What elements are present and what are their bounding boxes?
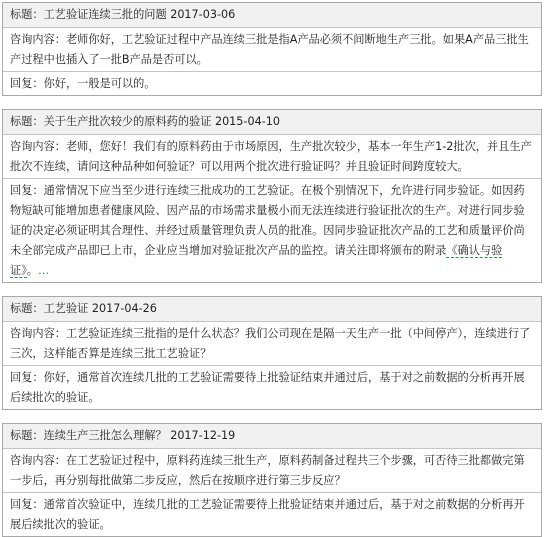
entry-title: 工艺验证 2017-04-26 — [43, 302, 157, 315]
entry-question-row — [3, 448, 541, 492]
answer-label: 回复： — [10, 498, 44, 511]
appendix-link[interactable]: 《确认与验证》 — [10, 244, 503, 277]
entry-answer: 通常首次验证中，连续几批的工艺验证需要待上批验证结束并通过后，基于对之前数据的分析再开展后续批次的验证。 — [10, 498, 525, 531]
qa-entry — [2, 296, 542, 410]
qa-list — [2, 2, 542, 537]
entry-answer: 你好，一般是可以的。 — [43, 77, 156, 90]
entry-title: 工艺验证连续三批的问题 2017-03-06 — [43, 8, 236, 21]
title-label: 标题： — [10, 115, 44, 128]
qa-entry — [2, 423, 542, 537]
entry-answer-row — [3, 365, 541, 409]
title-label: 标题： — [10, 429, 44, 442]
entry-question-row — [3, 134, 541, 178]
entry-title: 连续生产三批怎么理解？ 2017-12-19 — [43, 429, 236, 442]
entry-question: 老师，您好！我们有的原料药由于市场原因，生产批次较少，基本一年生产1-2批次，并且生产批次不连续，请问这种品种如何验证？可以用两个批次进行验证吗？并且验证时间跨度较大。 — [10, 140, 532, 173]
question-label: 咨询内容： — [10, 33, 66, 46]
title-label: 标题： — [10, 302, 44, 315]
entry-question-row — [3, 27, 541, 71]
question-label: 咨询内容： — [10, 140, 66, 153]
entry-question: 工艺验证连续三批指的是什么状态？我们公司现在是隔一天生产一批（中间停产），连续进行了三次，这样能否算是连续三批工艺验证？ — [10, 327, 531, 360]
entry-title-row — [3, 424, 541, 448]
question-label: 咨询内容： — [10, 327, 66, 340]
qa-entry — [2, 109, 542, 283]
qa-entry — [2, 2, 542, 96]
entry-answer: 通常情况下应当至少进行连续三批成功的工艺验证。在极个别情况下，允许进行同步验证。如因药物短缺可能增加患者健康风险、因产品的市场需求量极小而无法连续进行验证批次的生产。对进行同步验证的决定必须证明其合理性、并经过质量管理负责人员的批准。因同步验证批次产品的工艺和质量评价尚未全部完成产品即已上市，企业应当增加对验证批次产品的监控。请关注即将颁布的附录 — [10, 184, 525, 257]
entry-question: 老师你好，工艺验证过程中产品连续三批是指A产品必须不间断地生产三批。如果A产品三批生产过程中也插入了一批B产品是否可以。 — [10, 33, 529, 66]
entry-answer-row — [3, 492, 541, 536]
answer-label: 回复： — [10, 371, 44, 384]
question-label: 咨询内容： — [10, 454, 66, 467]
entry-title-row — [3, 110, 541, 134]
entry-title-row — [3, 3, 541, 27]
entry-title-row — [3, 297, 541, 321]
entry-answer-end: 。 — [26, 264, 38, 277]
entry-question: 在工艺验证过程中，原料药连续三批生产，原料药制备过程共三个步骤，可否待三批都做完第一步后，再分别每批做第二步反应，然后在按顺序进行第三步反应？ — [10, 454, 525, 487]
entry-answer-row — [3, 71, 541, 95]
entry-question-row — [3, 321, 541, 365]
ellipsis-marker: … — [37, 264, 49, 277]
entry-title: 关于生产批次较少的原料药的验证 2015-04-10 — [43, 115, 280, 128]
answer-label: 回复： — [10, 77, 44, 90]
answer-label: 回复： — [10, 184, 44, 197]
entry-answer: 你好，通常首次连续几批的工艺验证需要待上批验证结束并通过后，基于对之前数据的分析再开展后续批次的验证。 — [10, 371, 525, 404]
entry-answer-row — [3, 178, 541, 282]
title-label: 标题： — [10, 8, 44, 21]
